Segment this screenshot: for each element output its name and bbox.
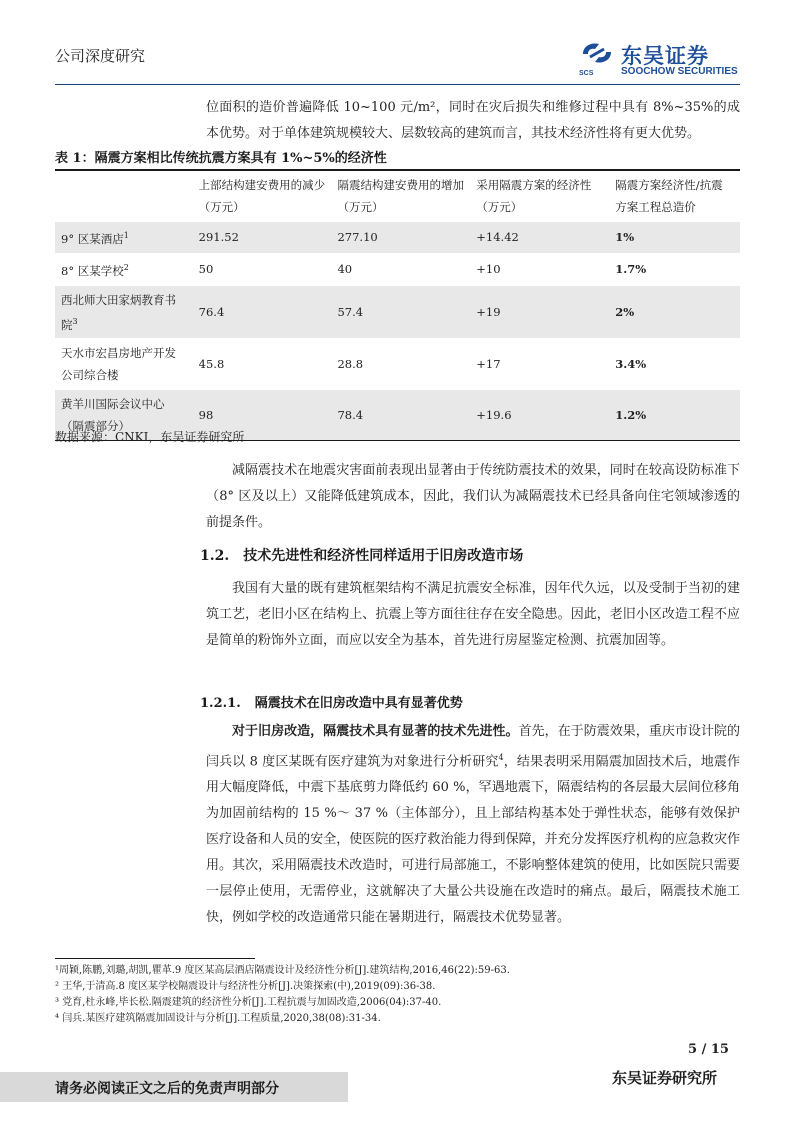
section-heading-1-2-1: 1.2.1. 隔震技术在旧房改造中具有显著优势 — [200, 696, 463, 711]
table-source-note: 数据来源：CNKI，东吴证券研究所 — [55, 430, 245, 444]
section-heading-1-2: 1.2. 技术先进性和经济性同样适用于旧房改造市场 — [200, 548, 524, 564]
logo-chinese-name: 东吴证券 — [621, 44, 709, 68]
footer-disclaimer: 请务必阅读正文之后的免责声明部分 — [55, 1081, 279, 1097]
row-name-cell: 天水市宏昌房地产开发公司综合楼 — [55, 339, 193, 390]
row-name-cell: 8° 区某学校$^2$ — [55, 253, 193, 285]
table-caption: 表 1：隔震方案相比传统抗震方案具有 1%~5%的经济性 — [55, 151, 387, 166]
lead-sentence: 对于旧房改造，隔震技术具有显著的技术先进性。 — [232, 724, 519, 739]
ratio-cell: 1.7% — [609, 253, 740, 285]
table-row — [55, 285, 740, 339]
footnote-item: ⁴ 闫兵.某医疗建筑隔震加固设计与分析[J].工程质量,2020,38(08):31-34. — [55, 1013, 381, 1024]
header-divider — [55, 84, 740, 85]
table-header-cell: 上部结构建安费用的减少（万元） — [198, 178, 326, 214]
reduce-cell: 50 — [193, 253, 332, 285]
soochow-logo-icon — [577, 40, 617, 70]
row-name-cell: 黄羊川国际会议中心（隔震部分） — [55, 390, 193, 441]
table-header-cell — [55, 171, 193, 222]
reduce-cell: 98 — [193, 390, 332, 441]
logo-english-name: SOOCHOW SECURITIES — [621, 66, 738, 77]
table-row — [55, 222, 740, 254]
increase-cell: 57.4 — [331, 285, 470, 339]
increase-cell: 277.10 — [331, 222, 470, 254]
row-name-cell: 9° 区某酒店$^1$ — [55, 222, 193, 254]
footnote-item: ¹周颖,陈鹏,刘璐,胡凯,瞿革.9 度区某高层酒店隔震设计及经济性分析[J].建筑结构,2016,46(22):59-63. — [55, 965, 510, 976]
footnote-item: ³ 党育,杜永峰,毕长松.隔震建筑的经济性分析[J].工程抗震与加固改造,2006(04):37-40. — [55, 997, 442, 1008]
footer-brand: 东吴证券研究所 — [612, 1069, 718, 1087]
reduce-cell: 291.52 — [193, 222, 332, 254]
company-logo — [577, 40, 747, 82]
ratio-cell: 1.2% — [609, 390, 740, 441]
table-row — [55, 253, 740, 285]
reduce-cell: 76.4 — [193, 285, 332, 339]
ratio-cell: 3.4% — [609, 339, 740, 390]
footnotes — [55, 963, 740, 1027]
report-type-title: 公司深度研究 — [55, 47, 146, 65]
after-table-paragraph: 减隔震技术在地震灾害面前表现出显著由于传统防震技术的效果，同时在较高设防标准下（8° 区及以上）又能降低建筑成本，因此，我们认为减隔震技术已经具备向住宅领域渗透的前提条件。 — [206, 463, 740, 530]
economy-cell: +17 — [470, 339, 609, 390]
page-number: 5 / 15 — [688, 1042, 729, 1057]
row-name-cell: 西北师大田家炳教育书院$^3$ — [55, 285, 193, 339]
footnote-divider — [55, 958, 255, 959]
economy-cell: +10 — [470, 253, 609, 285]
increase-cell: 78.4 — [331, 390, 470, 441]
section-1-2-body: 我国有大量的既有建筑框架结构不满足抗震安全标准，因年代久远，以及受制于当初的建筑工艺，老旧小区在结构上、抗震上等方面往往存在安全隐患。因此，老旧小区改造工程不应是简单的粉饰外立面，而应以安全为基本，首先进行房屋鉴定检测、抗震加固等。 — [206, 581, 740, 648]
table-header-cell: 隔震结构建安费用的增加（万元） — [337, 178, 464, 214]
footnote-item: ² 王华,于清高.8 度区某学校隔震设计与经济性分析[J].决策探索(中),2019(09):36-38. — [55, 981, 436, 992]
increase-cell: 40 — [331, 253, 470, 285]
economics-table — [55, 171, 740, 441]
economy-cell: +14.42 — [470, 222, 609, 254]
increase-cell: 28.8 — [331, 339, 470, 390]
logo-mark-text: SCS — [579, 70, 594, 77]
reduce-cell: 45.8 — [193, 339, 332, 390]
table-header-cell: 隔震方案经济性/抗震方案工程总造价 — [615, 178, 723, 214]
table-header-cell: 采用隔震方案的经济性（万元） — [476, 178, 592, 214]
table-header-row — [55, 171, 740, 222]
ratio-cell: 1% — [609, 222, 740, 254]
economy-cell: +19 — [470, 285, 609, 339]
ratio-cell: 2% — [609, 285, 740, 339]
economy-cell: +19.6 — [470, 390, 609, 441]
section-1-2-1-body: 对于旧房改造，隔震技术具有显著的技术先进性。首先，在于防震效果，重庆市设计院的闫兵以 8 度区某既有医疗建筑为对象进行分析研究$^4$，结果表明采用隔震加固技术后，地震作用大幅度降低，中震下基底剪力降低约 60 %，罕遇地震下，隔震结构的各层最大层间位移角为加固前结构的 15 %～ 37 %（主体部分），且上部结构基本处于弹性状态，能够有效保护医疗设备和人员的安全，使医院的医疗救治能力得到保障，并充分发挥医疗机构的应急救灾作用。其次，采用隔震技术改造时，可进行局部施工，不影响整体建筑的使用，比如医院只需要一层停止使用，无需停业，这就解决了大量公共设施在改造时的痛点。最后，隔震技术施工快，例如学校的改造通常只能在暑期进行，隔震技术优势显著。 — [206, 724, 740, 926]
table-row — [55, 339, 740, 390]
intro-paragraph: 位面积的造价普遍降低 10~100 元/m²，同时在灾后损失和维修过程中具有 8%~35%的成本优势。对于单体建筑规模较大、层数较高的建筑而言，其技术经济性将有更大优势。 — [206, 100, 740, 141]
footnote-ref[interactable]: 4 — [498, 753, 504, 762]
